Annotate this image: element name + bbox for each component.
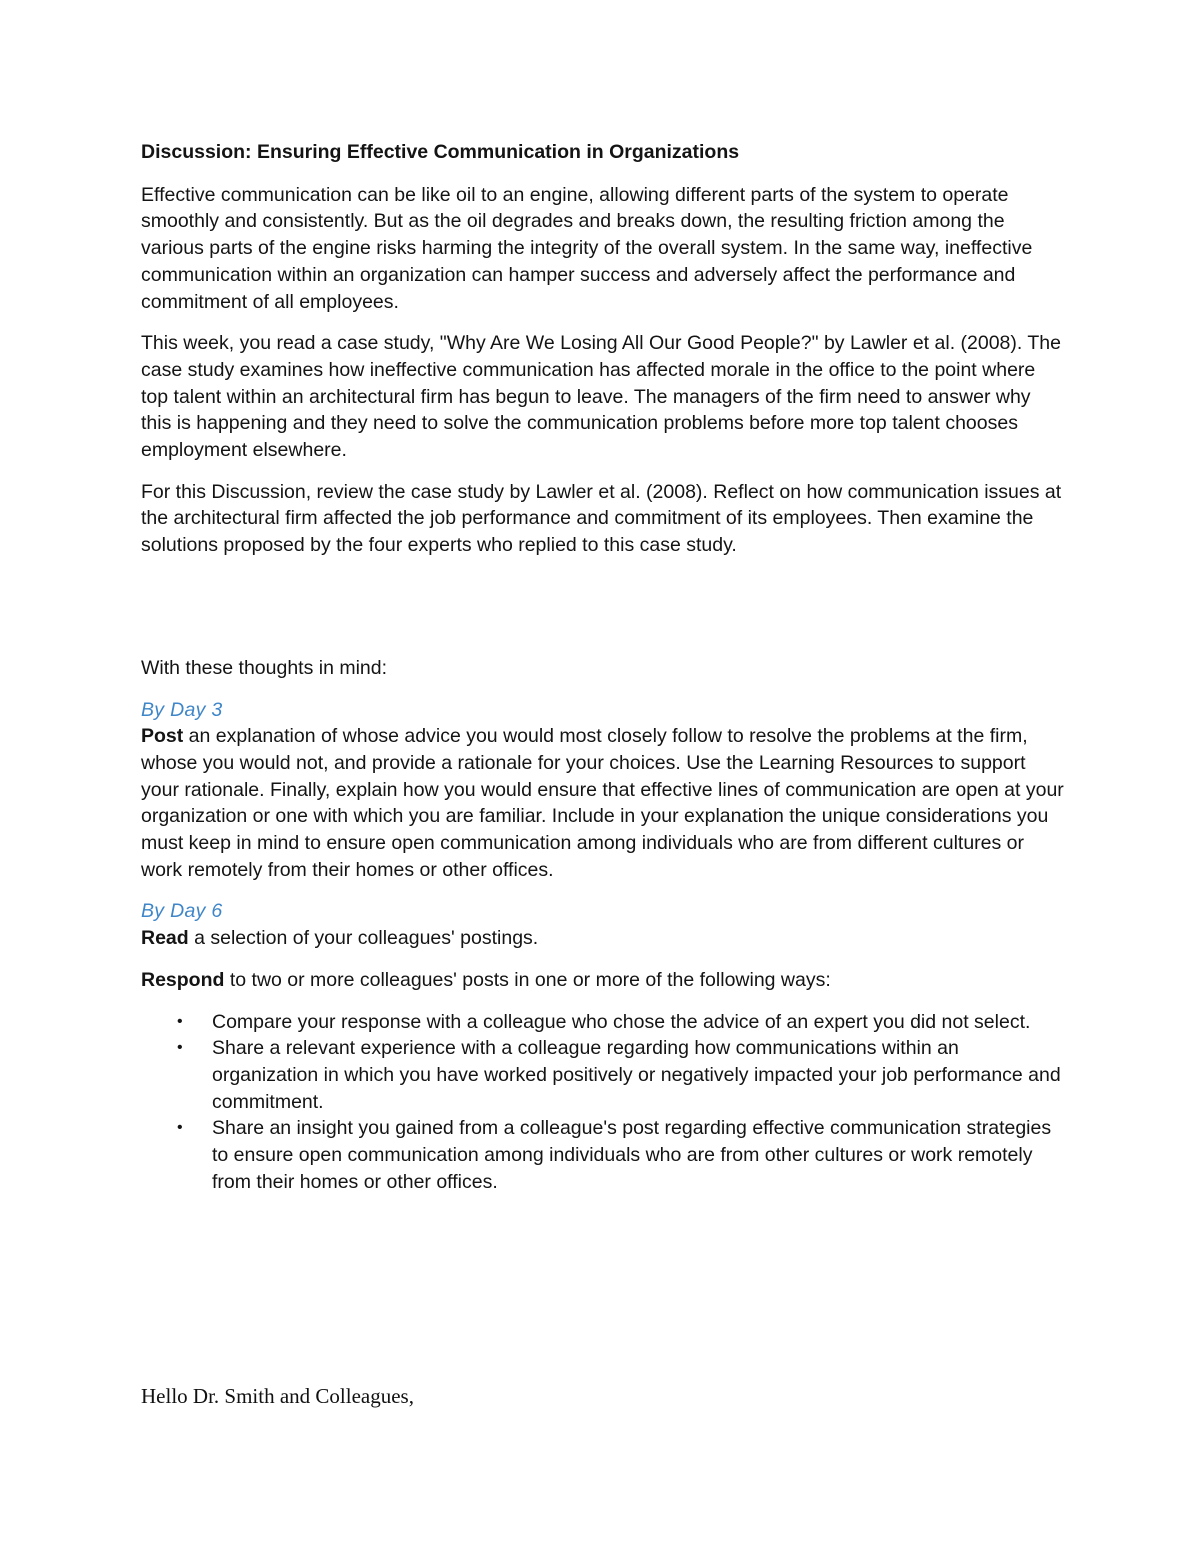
day6-heading: By Day 6 [141,900,223,923]
bullet-icon: • [177,1119,183,1137]
day6-respond [141,967,1066,994]
respond-lead: Respond [141,968,225,991]
read-text: a selection of your colleagues' postings. [188,927,539,950]
paragraph-case-study: This week, you read a case study, "Why Are We Losing All Our Good People?" by Lawler et al. (2008). The case study examines how ineffective communication has affected morale in the office to the point where top talent within an architectural firm has begun to leave. The managers of the firm need to answer why this is happening and they need to solve the communication problems before more top talent chooses employment elsewhere. [141,332,1061,462]
list-item [141,1035,1066,1115]
read-lead: Read [141,927,189,950]
list-item [141,1009,1066,1036]
thoughts-intro: With these thoughts in mind: [141,656,388,679]
paragraph-intro-oil: Effective communication can be like oil to an engine, allowing different parts of the system to operate smoothly and consistently. But as the oil degrades and breaks down, the resulting friction among the various parts of the engine risks harming the integrity of the overall system. In the same way, ineffective communication within an organization can hamper success and adversely affect the performance and commitment of all employees. [141,183,1033,313]
day3-lead: Post [141,725,184,748]
day3-heading: By Day 3 [141,698,223,721]
respond-text: to two or more colleagues' posts in one or more of the following ways: [224,968,831,991]
day6-read [141,925,1066,952]
document-title: Discussion: Ensuring Effective Communication in Organizations [141,141,740,163]
document-body [141,139,1066,1196]
list-item-text: Share an insight you gained from a colleague's post regarding effective communication strategies to ensure open communication among individuals who are from other cultures or work remotely from their homes or other offices. [212,1117,1052,1193]
day3-text: an explanation of whose advice you would most closely follow to resolve the problems at the firm, whose you would not, and provide a rationale for your choices. Use the Learning Resources to support your rationale. Finally, explain how you would ensure that effective lines of communication are open at your organization or one with which you are familiar. Include in your explanation the unique considerations you must keep in mind to ensure open communication among individuals who are from different cultures or work remotely from their homes or other offices. [141,725,1064,881]
spacer [141,574,1066,655]
list-item-text: Compare your response with a colleague who chose the advice of an expert you did not select. [212,1010,1031,1033]
bullet-icon: • [177,1039,183,1057]
respond-options-list [141,1009,1066,1196]
bullet-icon: • [177,1012,183,1030]
list-item [141,1115,1066,1195]
greeting: Hello Dr. Smith and Colleagues, [141,1384,414,1408]
list-item-text: Share a relevant experience with a colleague regarding how communications within an organization in which you have worked positively or negatively impacted your job performance and commitment. [212,1037,1061,1113]
paragraph-discussion: For this Discussion, review the case study by Lawler et al. (2008). Reflect on how communication issues at the architectural firm affected the job performance and commitment of its employees. Then examine the solutions proposed by the four experts who replied to this case study. [141,480,1062,557]
day3-instructions [141,723,1066,883]
